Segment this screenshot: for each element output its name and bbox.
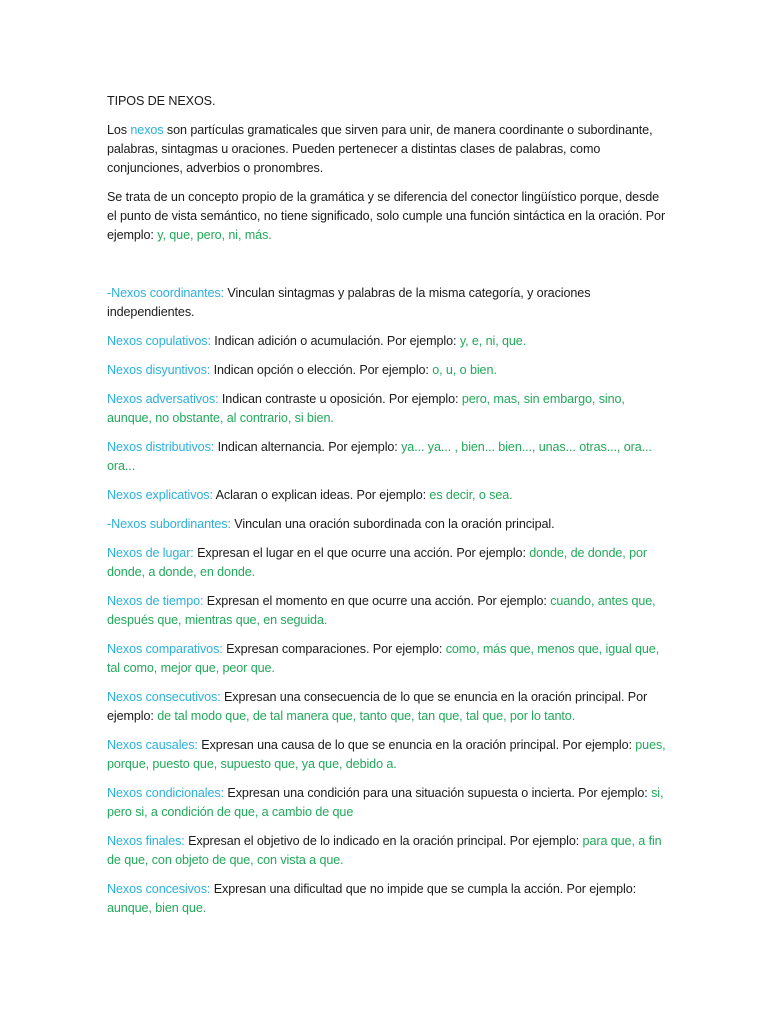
nexo-entry	[107, 486, 667, 505]
nexo-term: Nexos de lugar:	[107, 546, 194, 560]
nexo-description: Vinculan sintagmas y palabras de la misma categoría, y oraciones independientes.	[107, 286, 591, 319]
nexo-description: Indican contraste u oposición. Por ejemplo:	[218, 392, 462, 406]
nexo-term: Nexos finales:	[107, 834, 185, 848]
example-text: y, que, pero, ni, más.	[157, 228, 272, 242]
nexo-description: Indican opción o elección. Por ejemplo:	[210, 363, 433, 377]
nexo-term: Nexos distributivos:	[107, 440, 215, 454]
nexo-description: Expresan comparaciones. Por ejemplo:	[222, 642, 446, 656]
nexo-description: Expresan el momento en que ocurre una acción. Por ejemplo:	[203, 594, 551, 608]
nexo-examples: o, u, o bien.	[432, 363, 497, 377]
nexo-term: Nexos concesivos:	[107, 882, 211, 896]
nexo-entry	[107, 880, 667, 918]
nexo-examples: para que, a fin de que, con objeto de que, con vista a que.	[107, 834, 662, 867]
nexo-term: Nexos causales:	[107, 738, 198, 752]
nexo-entry	[107, 688, 667, 726]
nexo-examples: de tal modo que, de tal manera que, tanto que, tan que, tal que, por lo tanto.	[157, 709, 576, 723]
nexo-examples: pues, porque, puesto que, supuesto que, ya que, debido a.	[107, 738, 666, 771]
intro-text: son partículas gramaticales que sirven para unir, de manera coordinante o subordinante, palabras, sintagmas u oraciones. Pueden pertenecer a distintas clases de palabras, como conjunciones, adverbios o pronombres.	[107, 123, 653, 175]
nexo-entry	[107, 515, 667, 534]
nexo-description: Expresan una causa de lo que se enuncia en la oración principal. Por ejemplo:	[197, 738, 636, 752]
nexo-examples: como, más que, menos que, igual que, tal como, mejor que, peor que.	[107, 642, 660, 675]
intro-paragraph-2	[107, 188, 667, 245]
nexo-entry	[107, 284, 667, 322]
nexo-term: Nexos de tiempo:	[107, 594, 204, 608]
nexo-description: Expresan el lugar en el que ocurre una acción. Por ejemplo:	[193, 546, 530, 560]
nexo-examples: si, pero si, a condición de que, a cambio de que	[107, 786, 664, 819]
nexo-examples: y, e, ni, que.	[459, 334, 527, 348]
nexo-description: Expresan una condición para una situación supuesta o incierta. Por ejemplo:	[224, 786, 652, 800]
nexo-description: Expresan una consecuencia de lo que se enuncia en la oración principal. Por ejemplo:	[107, 690, 648, 723]
nexo-description: Expresan una dificultad que no impide que se cumpla la acción. Por ejemplo:	[210, 882, 637, 896]
nexo-term: Nexos comparativos:	[107, 642, 223, 656]
document-title: TIPOS DE NEXOS.	[107, 94, 216, 108]
nexo-term: Nexos copulativos:	[107, 334, 211, 348]
intro-text: Los	[107, 123, 131, 137]
nexo-entry	[107, 640, 667, 678]
nexo-examples: aunque, bien que.	[107, 901, 207, 915]
nexo-examples: cuando, antes que, después que, mientras que, en seguida.	[107, 594, 656, 627]
nexo-entry	[107, 438, 667, 476]
document-page	[107, 92, 667, 928]
nexo-description: Indican alternancia. Por ejemplo:	[214, 440, 402, 454]
nexo-entry	[107, 736, 667, 774]
highlight-term: nexos	[130, 123, 164, 137]
nexo-term: Nexos disyuntivos:	[107, 363, 211, 377]
nexo-examples: ya... ya... , bien... bien..., unas... otras..., ora... ora...	[107, 440, 652, 473]
nexo-term: Nexos adversativos:	[107, 392, 219, 406]
nexos-list	[107, 284, 667, 918]
nexo-description: Vinculan una oración subordinada con la oración principal.	[230, 517, 555, 531]
spacer	[107, 255, 667, 284]
nexo-term: Nexos consecutivos:	[107, 690, 221, 704]
nexo-term: Nexos condicionales:	[107, 786, 225, 800]
nexo-term: -Nexos subordinantes:	[107, 517, 231, 531]
nexo-entry	[107, 544, 667, 582]
nexo-entry	[107, 832, 667, 870]
nexo-term: Nexos explicativos:	[107, 488, 213, 502]
nexo-entry	[107, 361, 667, 380]
nexo-description: Indican adición o acumulación. Por ejemplo:	[210, 334, 460, 348]
nexo-examples: es decir, o sea.	[429, 488, 513, 502]
intro-text: Se trata de un concepto propio de la gramática y se diferencia del conector lingüístico porque, desde el punto de vista semántico, no tiene significado, solo cumple una función sintáctica en la oración. Por ejemplo:	[107, 190, 666, 242]
nexo-examples: donde, de donde, por donde, a donde, en donde.	[107, 546, 647, 579]
intro-paragraph-1	[107, 121, 667, 178]
nexo-description: Aclaran o explican ideas. Por ejemplo:	[212, 488, 430, 502]
nexo-entry	[107, 592, 667, 630]
nexo-entry	[107, 784, 667, 822]
nexo-entry	[107, 390, 667, 428]
nexo-entry	[107, 332, 667, 351]
nexo-description: Expresan el objetivo de lo indicado en la oración principal. Por ejemplo:	[184, 834, 583, 848]
nexo-examples: pero, mas, sin embargo, sino, aunque, no obstante, al contrario, si bien.	[107, 392, 625, 425]
nexo-term: -Nexos coordinantes:	[107, 286, 225, 300]
